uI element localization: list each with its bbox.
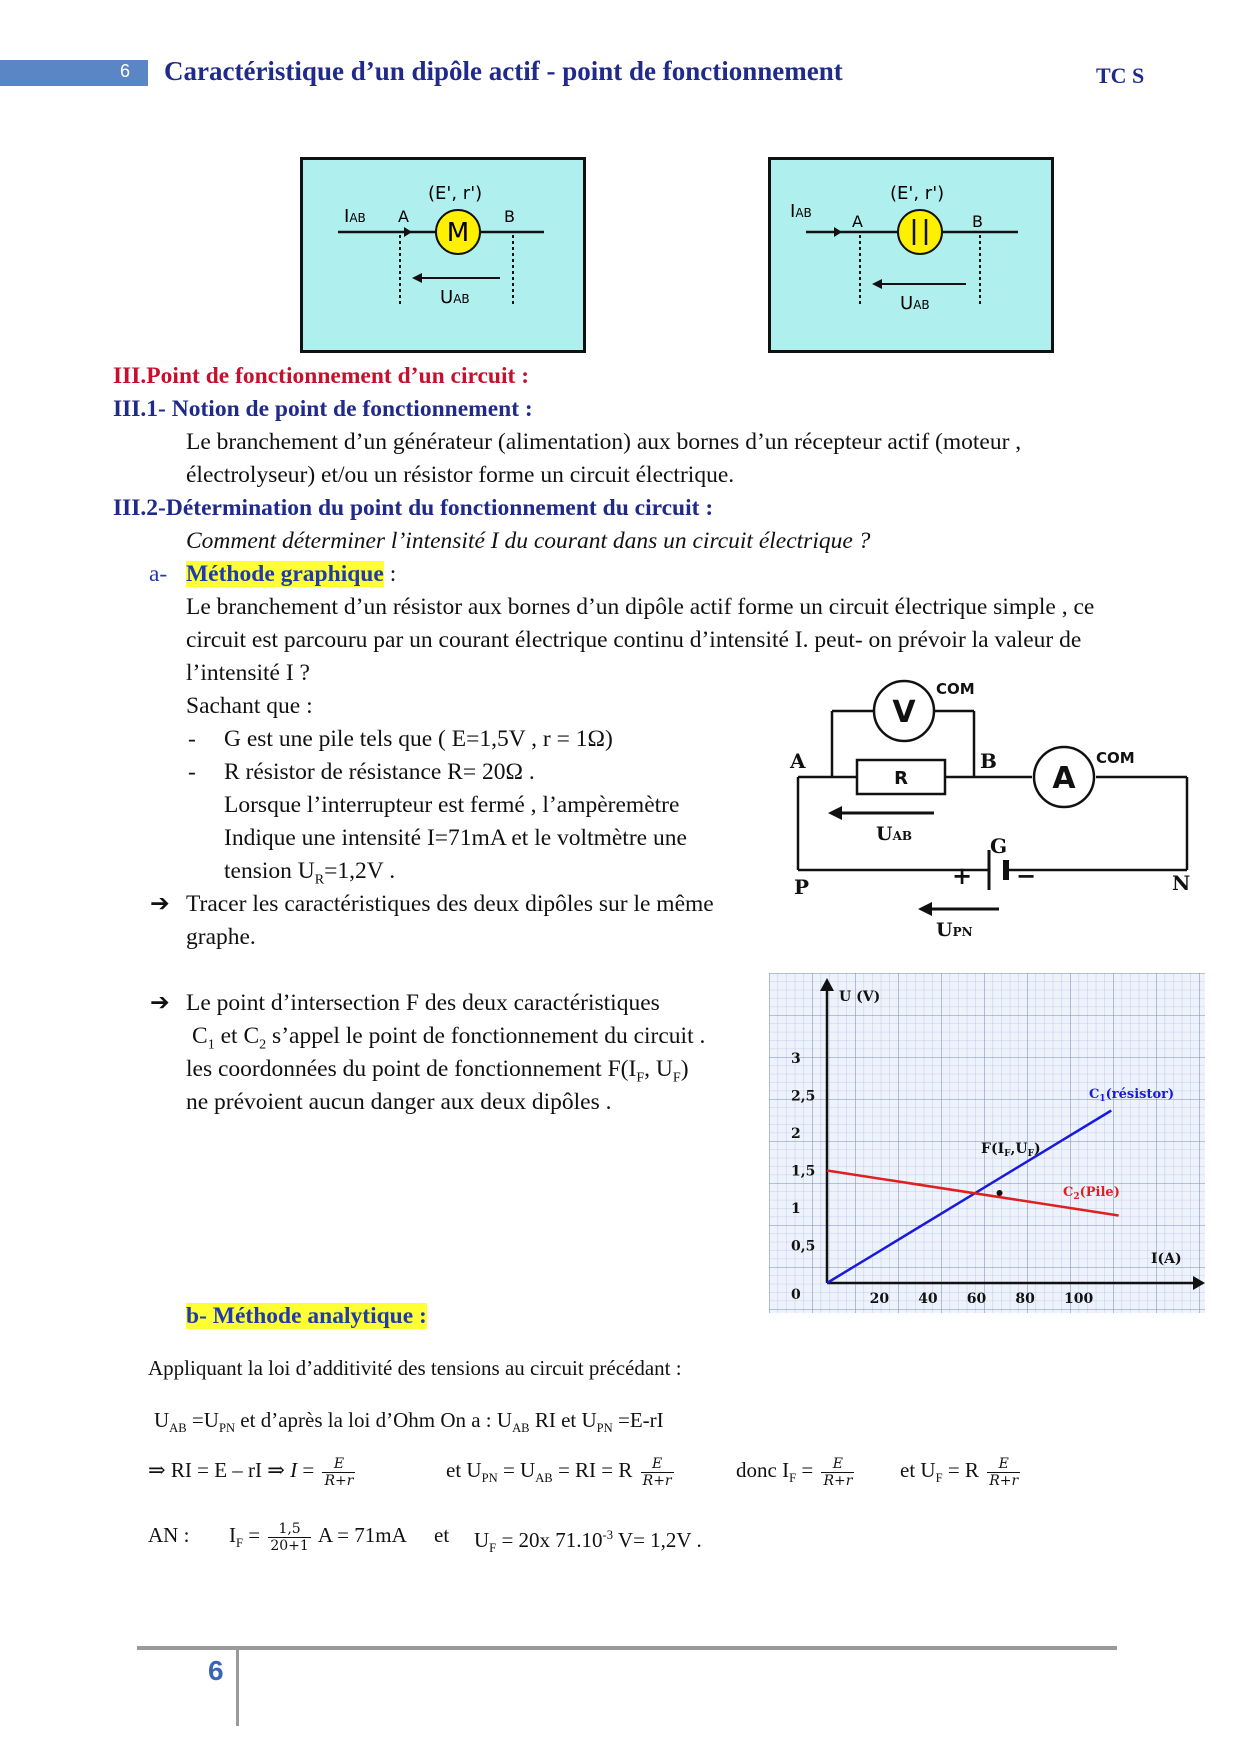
x-tick-label: 100 [1064,1291,1094,1307]
y-axis-label: U (V) [839,989,881,1005]
ammeter-com-label: COM [1096,749,1135,767]
method-a-marker: a- [149,561,168,587]
method-a-heading: Méthode graphique : [186,561,397,587]
x-tick-label: 20 [869,1291,890,1307]
trace-line-1: Tracer les caractéristiques des deux dipôles sur le même [186,891,714,917]
item-2-line-2: Lorsque l’interrupteur est fermé , l’ampèremètre [224,792,680,818]
fraction-e-over-rplusr: $\frac{E}{R+r}$ [989,1455,1019,1489]
item-1: G est une pile tels que ( E=1,5V , r = 1Ω) [224,726,613,752]
x-tick-label: 80 [1015,1291,1035,1307]
item-2-dash: - [188,759,196,785]
electrolyzer-figure [768,157,1054,353]
fraction-e-over-rplusr: $\frac{E}{R+r}$ [823,1455,853,1489]
analytic-line-2d: et $U_F = R$ $\frac{E}{R+r}$ [900,1455,1019,1489]
point-line-4: ne prévoient aucun danger aux deux dipôles . [186,1089,612,1115]
fraction-e-over-rplusr: $\frac{E}{R+r}$ [324,1455,354,1489]
a-line-1: Le branchement d’un résistor aux bornes d’un dipôle actif forme un circuit électrique simple , ce [186,594,1095,620]
a-line-3: l’intensité I ? [186,660,310,686]
y-tick-label: 2 [791,1126,801,1142]
arrow-icon: ➔ [150,891,170,917]
uab-circuit-label: UAB [876,823,913,845]
section-3-title: III.Point de fonctionnement d’un circuit : [113,363,530,389]
an-voltage: $U_F = 20x$ $71.10^{-3}$ V= 1,2V . [474,1528,702,1556]
electrolyzer-iab-label: IAB [790,201,812,222]
method-b-title: b- Méthode analytique : [186,1303,427,1329]
y-tick-label: 1 [791,1201,801,1217]
motor-figure [300,157,586,353]
generator-g-label: G [990,834,1008,858]
resistor-label: R [894,768,908,789]
x-tick-label: 60 [966,1291,987,1307]
minus-terminal-label: − [1016,861,1037,890]
node-b-label: B [980,749,997,773]
operating-point-marker [997,1190,1003,1196]
electrolyzer-uab-label: UAB [900,293,930,314]
an-label: AN : [148,1523,190,1547]
s2-question: Comment déterminer l’intensité I du courant dans un circuit électrique ? [186,528,871,554]
node-a-label: A [790,749,806,773]
circuit-diagram [784,678,1194,940]
fraction-an: $\frac{1,5}{20+1}$ [270,1520,309,1554]
electrolyzer-b-label: B [972,212,983,231]
voltmeter-com-label: COM [936,680,975,698]
point-line-2: $C_1$ et $C_2$ s’appel le point de fonctionnement du circuit . [192,1023,706,1053]
header-level: TC S [1096,63,1145,88]
y-tick-label: 3 [791,1051,801,1067]
node-p-label: P [794,875,810,899]
s1-line-2: électrolyseur) et/ou un résistor forme un circuit électrique. [186,462,735,488]
method-a-title: Méthode graphique [186,561,384,587]
motor-eprime-label: (E', r') [428,183,483,204]
trace-line-2: graphe. [186,924,256,950]
y-tick-label: 1,5 [791,1163,816,1180]
operating-point-label: $F(I_F,U_F)$ [981,1141,1041,1159]
plus-terminal-label: + [952,861,973,890]
footer-rule [137,1646,1117,1650]
node-n-label: N [1172,871,1191,895]
upn-circuit-label: UPN [936,919,973,940]
motor-m-label: M [446,218,470,248]
motor-b-label: B [504,207,515,226]
series-label-c2: $C_2(Pile)$ [1063,1185,1120,1202]
y-tick-label: 0,5 [791,1238,816,1255]
section-3-1-title: III.1- Notion de point de fonctionnement : [113,396,533,422]
item-2: R résistor de résistance R= 20Ω . [224,759,535,785]
footer-page-number: 6 [208,1655,224,1686]
voltmeter-label: V [892,695,916,730]
motor-iab-label: IAB [344,206,366,227]
an-et: et [434,1523,450,1547]
motor-uab-label: UAB [440,287,470,308]
electrolyzer-a-label: A [852,212,863,231]
sachant-que: Sachant que : [186,693,313,719]
item-2-line-4: tension $U_R=1,2V$ . [224,858,396,888]
footer-divider [236,1648,239,1726]
an-current: $I_F$ = $\frac{1,5}{20+1}$ A = 71mA [229,1520,407,1554]
section-3-2-title: III.2-Détermination du point du fonctionnement du circuit : [113,495,714,521]
item-1-dash: - [188,726,196,752]
page-title: Caractéristique d’un dipôle actif - point de fonctionnement [164,56,843,86]
analytic-line-2a: ⇒ RI = E – rI ⇒ I = $\frac{E}{R+r}$ [148,1455,354,1489]
x-tick-label: 40 [918,1291,938,1307]
point-line-1: Le point d’intersection F des deux caractéristiques [186,990,660,1016]
analytic-line-2c: donc $I_F$ = $\frac{E}{R+r}$ [736,1455,853,1489]
a-line-2: circuit est parcouru par un courant électrique continu d’intensité I. peut- on prévoir la valeur de [186,627,1082,653]
header-page-tag: 6 [120,61,131,81]
series-label-c1: $C_1(résistor)$ [1089,1087,1175,1104]
method-b-heading [186,1300,427,1333]
y-tick-label: 2,5 [791,1088,816,1105]
x-axis-label: I(A) [1151,1251,1182,1267]
characteristics-chart [769,973,1205,1313]
item-2-line-3: Indique une intensité I=71mA et le voltmètre une [224,825,687,851]
motor-a-label: A [398,207,409,226]
ammeter-label: A [1052,761,1076,796]
electrolyzer-eprime-label: (E', r') [890,183,945,204]
s1-line-1: Le branchement d’un générateur (alimentation) aux bornes d’un récepteur actif (moteur , [186,429,1022,455]
origin-label: 0 [791,1287,801,1303]
analytic-line-2b: et $U_{PN} = U_{AB}$ = RI = R $\frac{E}{R+r}$ [446,1455,672,1489]
analytic-intro: Appliquant la loi d’additivité des tensions au circuit précédant : [148,1356,682,1380]
analytic-line-1: $U_{AB} =U_{PN}$ et d’après la loi d’Ohm On a : $U_{AB}$ RI et $U_{PN} =E-rI$ [154,1408,664,1436]
point-line-3: les coordonnées du point de fonctionnement $F(I_F$, $U_F$) [186,1056,689,1086]
arrow-icon: ➔ [150,990,170,1016]
fraction-e-over-rplusr: $\frac{E}{R+r}$ [642,1455,672,1489]
